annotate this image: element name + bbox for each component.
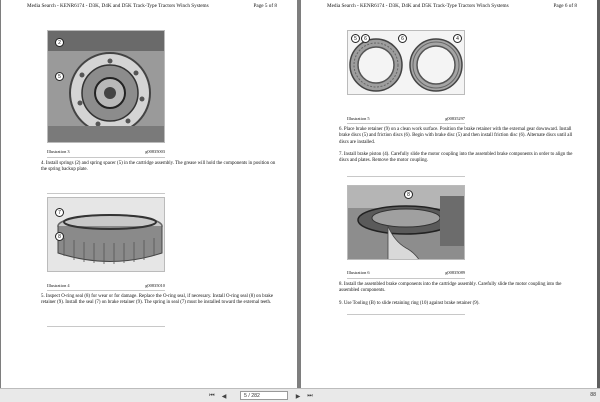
illustration-5-ref: g00835297 bbox=[445, 116, 465, 121]
step-8: 8. Install the assembled brake components into the cartridge assembly. Carefully slide the motor coupling into the assembled components. bbox=[339, 282, 562, 294]
callout-6: 6 bbox=[398, 34, 407, 43]
header-page-number: Page 6 of 8 bbox=[553, 3, 577, 9]
header-title: Media Search - KENR6174 - D3K, D4K and D5K Track-Type Tractors Winch Systems bbox=[27, 3, 209, 9]
callout-5: 5 bbox=[351, 34, 360, 43]
step-4: 4. Install springs (2) and spring spacer (5) in the cartridge assembly. The grease will hold the components in position on the spring backup plate. bbox=[41, 161, 276, 173]
step-6: 6. Place brake retainer (9) on a clean work surface. Position the brake retainer with the external gear downward. Install brake discs (5) and friction discs (6). Begin with brake disc (5) and then install friction disc (6). Alternate discs until all discs are installed. bbox=[339, 127, 573, 145]
callout-8: 8 bbox=[404, 190, 413, 199]
illustration-4-image bbox=[47, 197, 165, 272]
illustration-5-caption: Illustration 5 g00835297 bbox=[347, 116, 465, 121]
divider bbox=[47, 290, 165, 291]
illustration-3-image bbox=[47, 30, 165, 143]
illustration-4-ref: g00835010 bbox=[145, 283, 165, 288]
illustration-4-caption: Illustration 4 g00835010 bbox=[47, 283, 165, 288]
chevron-right-icon: ▶ bbox=[295, 393, 301, 400]
header-title: Media Search - KENR6174 - D3K, D4K and D5K Track-Type Tractors Winch Systems bbox=[327, 3, 509, 9]
page-header bbox=[327, 3, 577, 13]
divider bbox=[347, 176, 465, 177]
page-number-input[interactable]: 5 / 282 bbox=[240, 391, 288, 400]
divider bbox=[347, 314, 465, 315]
illustration-5-image bbox=[347, 30, 465, 95]
next-page-button[interactable] bbox=[294, 392, 302, 400]
header-page-number: Page 5 of 8 bbox=[253, 3, 277, 9]
divider bbox=[47, 326, 165, 327]
callout-2: 2 bbox=[55, 38, 64, 47]
step-5: 5. Inspect O-ring seal (8) for wear or for damage. Replace the O-ring seal, if necessary. Install O-ring seal (8) on brake retainer (9). Install the seal (7) on brake retainer (9). The spring in seal (7) must be installed toward the external teeth. bbox=[41, 294, 274, 306]
callout-4: 4 bbox=[453, 34, 462, 43]
callout-8: 8 bbox=[55, 232, 64, 241]
illustration-6-caption: Illustration 6 g00835089 bbox=[347, 270, 465, 275]
illustration-3-graphic bbox=[48, 31, 165, 143]
callout-6: 6 bbox=[361, 34, 370, 43]
illustration-3-ref: g00835003 bbox=[145, 149, 165, 154]
callout-7: 7 bbox=[55, 208, 64, 217]
last-page-button[interactable] bbox=[306, 392, 314, 400]
callout-5: 5 bbox=[55, 72, 64, 81]
viewer-toolbar bbox=[0, 388, 600, 402]
divider bbox=[347, 123, 465, 124]
divider bbox=[47, 157, 165, 158]
zoom-level[interactable]: 88 bbox=[590, 392, 596, 398]
illustration-6-ref: g00835089 bbox=[445, 270, 465, 275]
illustration-3-caption: Illustration 3 g00835003 bbox=[47, 149, 165, 154]
skip-forward-icon: ⏭ bbox=[307, 392, 313, 399]
page-header bbox=[27, 3, 277, 13]
chevron-left-icon: ◀ bbox=[221, 393, 227, 400]
illustration-6-image bbox=[347, 185, 465, 260]
divider bbox=[47, 193, 165, 194]
step-7: 7. Install brake piston (4). Carefully slide the motor coupling into the assembled brake components in order to align the discs and plates. Remove the motor coupling. bbox=[339, 152, 573, 164]
illustration-4-graphic bbox=[48, 198, 165, 272]
previous-page-button[interactable] bbox=[220, 392, 228, 400]
divider bbox=[347, 278, 465, 279]
step-9: 9. Use Tooling (B) to slide retaining ring (10) against brake retainer (9). bbox=[339, 301, 480, 306]
document-page-left bbox=[1, 0, 297, 388]
skip-back-icon: ⏮ bbox=[209, 392, 215, 399]
document-page-right bbox=[301, 0, 597, 388]
first-page-button[interactable] bbox=[208, 392, 216, 400]
